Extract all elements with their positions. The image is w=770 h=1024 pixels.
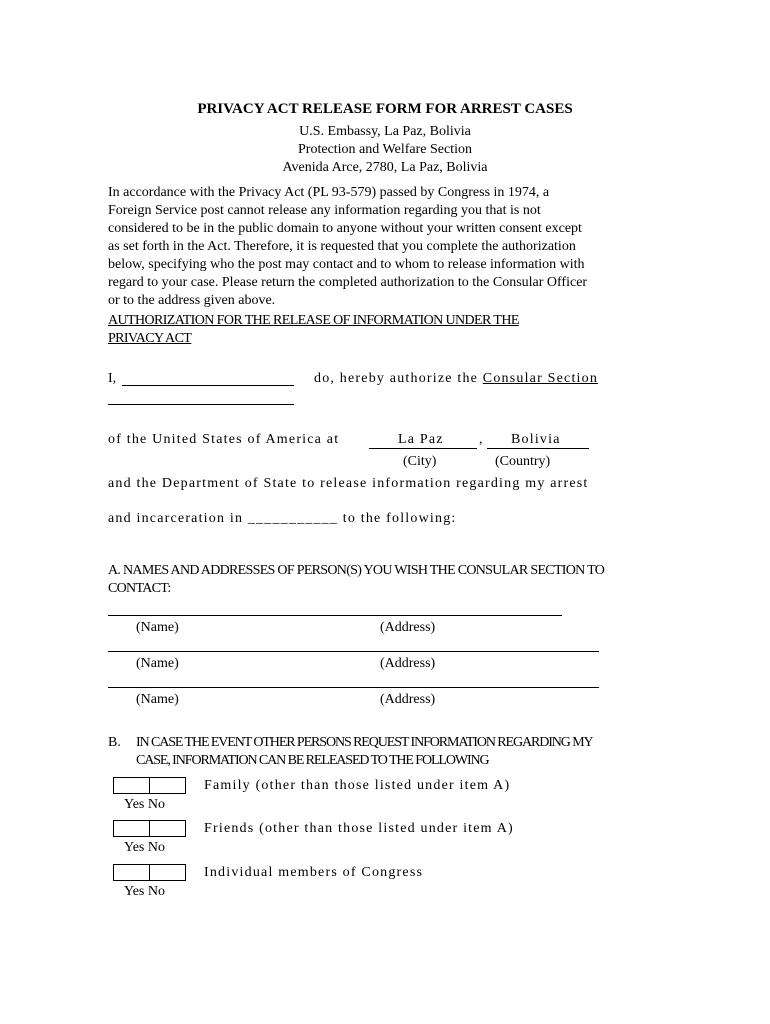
friends-yes-no-checkbox[interactable]: [113, 820, 186, 837]
friends-yes-no-label: Yes No: [124, 840, 165, 855]
family-yes-no-checkbox[interactable]: [113, 777, 186, 794]
contact-row-3-line[interactable]: [108, 687, 599, 688]
friends-option-label: Friends (other than those listed under item A): [204, 821, 514, 836]
intro-line: In accordance with the Privacy Act (PL 93-579) passed by Congress in 1974, a: [108, 185, 550, 200]
contact-row-2-line[interactable]: [108, 651, 599, 652]
of-us-text: of the United States of America at: [108, 432, 340, 447]
section-b-heading-line-1: IN CASE THE EVENT OTHER PERSONS REQUEST INFORMATION REGARDING MY: [136, 735, 593, 750]
congress-yes-no-checkbox[interactable]: [113, 864, 186, 881]
friends-no-box[interactable]: [149, 821, 185, 836]
contact-row-1-line[interactable]: [108, 615, 562, 616]
congress-option-label: Individual members of Congress: [204, 865, 424, 880]
contact-row-1-address-label: (Address): [380, 620, 436, 635]
intro-line: considered to be in the public domain to anyone without your written consent except: [108, 221, 582, 236]
family-yes-box[interactable]: [114, 778, 149, 793]
family-no-box[interactable]: [149, 778, 185, 793]
intro-line: Foreign Service post cannot release any information regarding you that is not: [108, 203, 541, 218]
congress-no-box[interactable]: [149, 865, 185, 880]
incarceration-text: and incarceration in ___________ to the following:: [108, 511, 457, 526]
embassy-address-line-3: Avenida Arce, 2780, La Paz, Bolivia: [282, 160, 488, 175]
congress-yes-box[interactable]: [114, 865, 149, 880]
country-field[interactable]: [487, 448, 589, 449]
form-title: PRIVACY ACT RELEASE FORM FOR ARREST CASES: [197, 101, 573, 117]
intro-line: below, specifying who the post may contact and to whom to release information with: [108, 257, 585, 272]
section-b-letter: B.: [108, 735, 121, 750]
city-field[interactable]: [369, 448, 477, 449]
city-label: (City): [403, 454, 437, 469]
i-prefix: I,: [108, 371, 117, 386]
family-option-label: Family (other than those listed under item A): [204, 778, 511, 793]
intro-paragraph: [108, 184, 648, 310]
contact-row-3-address-label: (Address): [380, 692, 436, 707]
intro-line: regard to your case. Please return the completed authorization to the Consular Officer: [108, 275, 588, 290]
applicant-name-field[interactable]: [122, 385, 294, 386]
department-release-text: and the Department of State to release information regarding my arrest: [108, 476, 589, 491]
friends-yes-box[interactable]: [114, 821, 149, 836]
applicant-name-field-continued[interactable]: [108, 404, 294, 405]
intro-line: or to the address given above.: [108, 293, 276, 308]
embassy-address-line-2: Protection and Welfare Section: [298, 142, 472, 157]
authorize-text: [314, 371, 598, 387]
contact-row-3-name-label: (Name): [136, 692, 179, 707]
authorization-heading-line-1: AUTHORIZATION FOR THE RELEASE OF INFORMATION UNDER THE: [108, 313, 519, 328]
section-a-heading-line-2: CONTACT:: [108, 581, 171, 596]
country-value: Bolivia: [511, 432, 561, 447]
congress-yes-no-label: Yes No: [124, 884, 165, 899]
contact-row-1-name-label: (Name): [136, 620, 179, 635]
section-b-heading-line-2: CASE, INFORMATION CAN BE RELEASED TO THE FOLLOWING: [136, 753, 489, 768]
authorization-heading-line-2: PRIVACY ACT: [108, 331, 192, 346]
embassy-address-line-1: U.S. Embassy, La Paz, Bolivia: [299, 124, 471, 139]
family-yes-no-label: Yes No: [124, 797, 165, 812]
contact-row-2-name-label: (Name): [136, 656, 179, 671]
section-a-heading-line-1: A. NAMES AND ADDRESSES OF PERSON(S) YOU WISH THE CONSULAR SECTION TO: [108, 563, 605, 578]
authorize-phrase: do, hereby authorize the: [314, 371, 479, 386]
city-value: La Paz: [398, 432, 444, 447]
country-label: (Country): [495, 454, 551, 469]
city-country-comma: ,: [479, 432, 483, 447]
consular-section-text: Consular Section: [482, 371, 599, 386]
intro-line: as set forth in the Act. Therefore, it is requested that you complete the authorization: [108, 239, 576, 254]
contact-row-2-address-label: (Address): [380, 656, 436, 671]
